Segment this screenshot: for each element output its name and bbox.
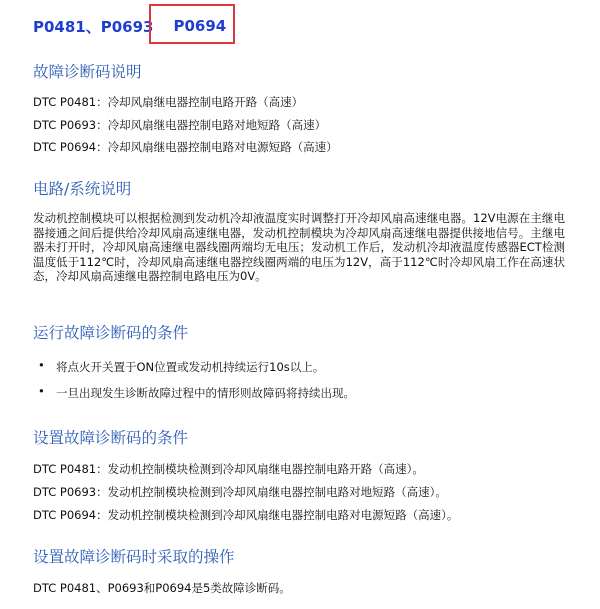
set-condition-line-3: DTC P0694：发动机控制模块检测到冷却风扇继电器控制电路对电源短路（高速）。: [33, 508, 459, 522]
title-codes-part1: P0481、P0693: [33, 17, 154, 36]
actions-line-1: DTC P0481、P0693和P0694是5类故障诊断码。: [33, 581, 291, 595]
dtc-desc-line-2: DTC P0693：冷却风扇继电器控制电路对地短路（高速）: [33, 118, 327, 132]
set-condition-line-2: DTC P0693：发动机控制模块检测到冷却风扇继电器控制电路对地短路（高速）。: [33, 485, 447, 499]
heading-run-conditions: 运行故障诊断码的条件: [33, 324, 189, 342]
bullet-marker: •: [38, 358, 45, 372]
dtc-desc-line-3: DTC P0694：冷却风扇继电器控制电路对电源短路（高速）: [33, 140, 338, 154]
circuit-description-paragraph: 发动机控制模块可以根据检测到发动机冷却液温度实时调整打开冷却风扇高速继电器。12V电源在主继电器接通之间后提供给冷却风扇高速继电器，发动机控制模块为冷却风扇高速继电器提供接地信号。主继电器未打开时，冷却风扇高速继电器线圈两端均无电压；发动机工作后，发动机冷却液温度传感器ECT检测温度低于112℃时，冷却风扇高速继电器控线圈两端的电压为12V，高于112℃时冷却风扇工作在高速状态，冷却风扇高速继电器控制电路电压为0V。: [33, 211, 565, 283]
dtc-desc-line-1: DTC P0481：冷却风扇继电器控制电路开路（高速）: [33, 95, 304, 109]
title-codes-part2: P0694: [173, 17, 227, 35]
bullet-marker: •: [38, 384, 45, 398]
set-condition-line-1: DTC P0481：发动机控制模块检测到冷却风扇继电器控制电路开路（高速）。: [33, 462, 424, 476]
heading-dtc-description: 故障诊断码说明: [33, 63, 142, 81]
run-condition-item-1: 将点火开关置于ON位置或发动机持续运行10s以上。: [56, 360, 325, 374]
heading-set-conditions: 设置故障诊断码的条件: [33, 429, 189, 447]
heading-circuit-system: 电路/系统说明: [33, 180, 132, 198]
highlight-box: [149, 4, 235, 44]
heading-actions: 设置故障诊断码时采取的操作: [33, 548, 235, 566]
run-condition-item-2: 一旦出现发生诊断故障过程中的情形则故障码将持续出现。: [56, 386, 355, 400]
